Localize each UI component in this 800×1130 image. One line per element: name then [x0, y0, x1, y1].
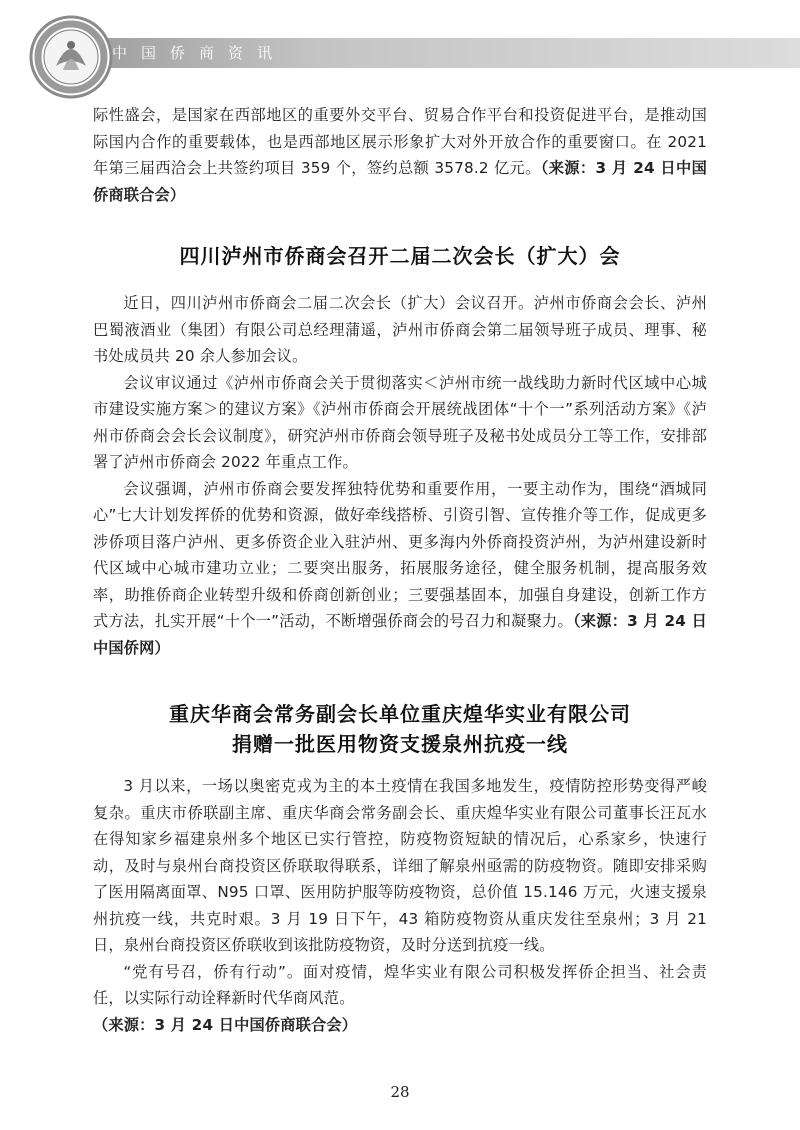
- federation-logo-icon: [26, 12, 116, 102]
- intro-source: （来源：3 月 24 日中国侨商联合会）: [93, 159, 707, 204]
- article1-paragraph-3-text: 会议强调，泸州市侨商会要发挥独特优势和重要作用，一要主动作为，围绕“酒城同心”七大计划发挥侨的优势和资源，做好牵线搭桥、引资引智、宣传推介等工作，促成更多涉侨项目落户泸州、更多侨资企业入驻泸州、更多海内外侨商投资泸州，为泸州建设新时代区域中心城市建功立业；二要突出服务，拓展服务途径，健全服务机制，提高服务效率，助推侨商企业转型升级和侨商创新创业；三要强基固本，加强自身建设，创新工作方式方法，扎实开展“十个一”活动，不断增强侨商会的号召力和凝聚力。: [93, 479, 707, 630]
- article2-source: （来源：3 月 24 日中国侨商联合会）: [93, 1015, 358, 1034]
- page-number: 28: [390, 1083, 410, 1101]
- article2-title-line1: 重庆华商会常务副会长单位重庆煌华实业有限公司: [169, 702, 631, 726]
- article1-title: 四川泸州市侨商会召开二届二次会长（扩大）会: [179, 244, 621, 268]
- header-title: 中国侨商资讯: [112, 44, 287, 62]
- intro-paragraph: [93, 102, 707, 208]
- article2-title-line2: 捐赠一批医用物资支援泉州抗疫一线: [232, 732, 568, 756]
- article2-source-line: [93, 1012, 707, 1039]
- page-header: [0, 0, 800, 95]
- intro-text: 际性盛会，是国家在西部地区的重要外交平台、贸易合作平台和投资促进平台，是推动国际国内合作的重要载体，也是西部地区展示形象扩大对外开放合作的重要窗口。在 2021 年第三届西洽会上共签约项目 359 个，签约总额 3578.2 亿元。: [93, 106, 707, 177]
- article2-paragraph-1: 3 月以来，一场以奥密克戎为主的本土疫情在我国多地发生，疫情防控形势变得严峻复杂。重庆市侨联副主席、重庆华商会常务副会长、重庆煌华实业有限公司董事长汪瓦水在得知家乡福建泉州多个地区已实行管控，防疫物资短缺的情况后，心系家乡，快速行动，及时与泉州台商投资区侨联取得联系，详细了解泉州亟需的防疫物资。随即安排采购了医用隔离面罩、N95 口罩、医用防护服等防疫物资，总价值 15.146 万元，火速支援泉州抗疫一线，共克时艰。3 月 19 日下午，43 箱防疫物资从重庆发往至泉州；3 月 21 日，泉州台商投资区侨联收到该批防疫物资，及时分送到抗疫一线。: [93, 777, 707, 954]
- article2-paragraph-2: “党有号召，侨有行动”。面对疫情，煌华实业有限公司积极发挥侨企担当、社会责任，以实际行动诠释新时代华商风范。: [93, 962, 707, 1007]
- article1-paragraph-2: 会议审议通过《泸州市侨商会关于贯彻落实＜泸州市统一战线助力新时代区域中心城市建设实施方案＞的建议方案》《泸州市侨商会开展统战团体“十个一”系列活动方案》《泸州市侨商会会长会议制度》，研究泸州市侨商会领导班子及秘书处成员分工等工作，安排部署了泸州市侨商会 2022 年重点工作。: [93, 373, 707, 471]
- article1-paragraph-3: [93, 476, 707, 662]
- article1-source: （来源：3 月 24 日中国侨网）: [93, 612, 707, 657]
- page-content: [93, 102, 707, 1038]
- article1-paragraph-1: 近日，四川泸州市侨商会二届二次会长（扩大）会议召开。泸州市侨商会会长、泸州巴蜀液酒业（集团）有限公司总经理蒲遥，泸州市侨商会第二届领导班子成员、理事、秘书处成员共 20 余人参加会议。: [93, 294, 707, 365]
